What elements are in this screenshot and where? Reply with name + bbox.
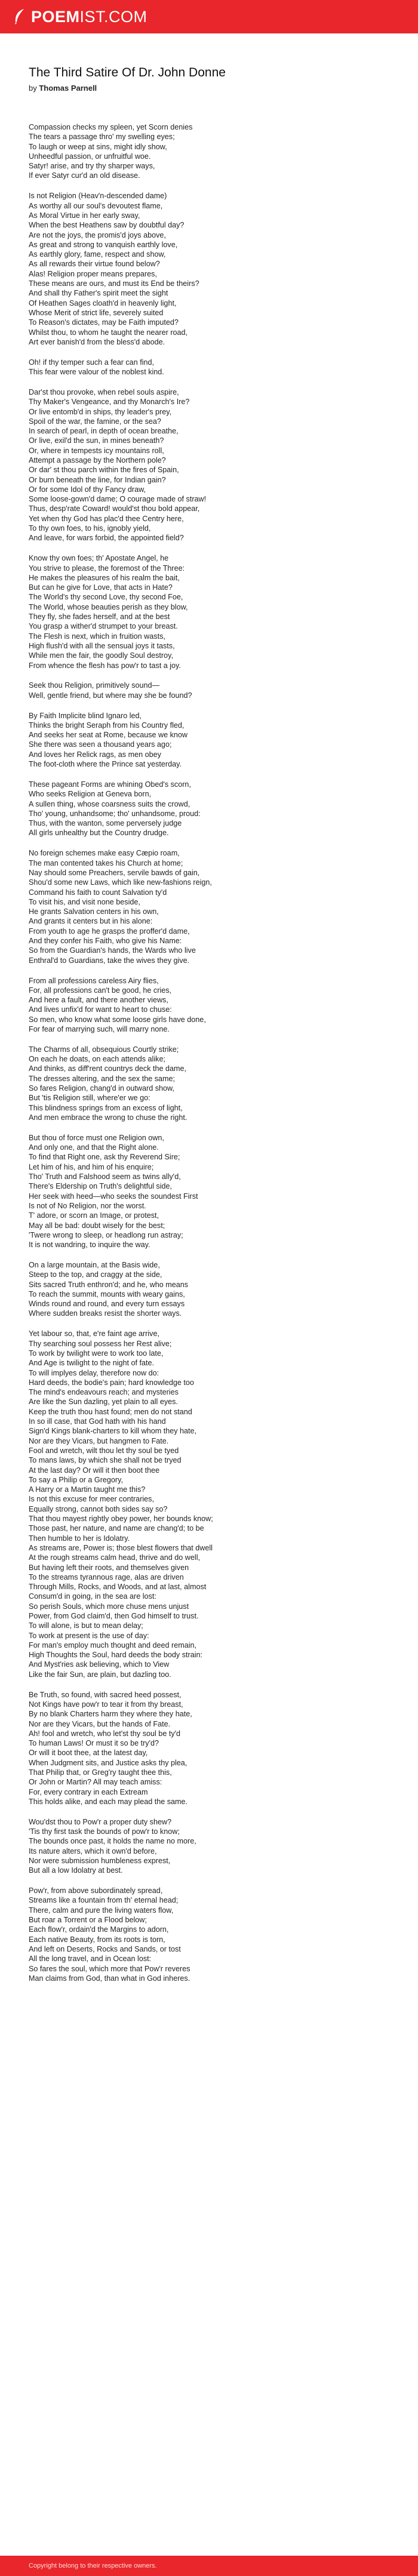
poem-line: The man contented takes his Church at home; bbox=[29, 858, 183, 867]
poem-line: Streams like a fountain from th' eternal head; bbox=[29, 1896, 179, 1905]
poem-line: Or burn beneath the line, for Indian gain? bbox=[29, 475, 166, 484]
poem-line: To find that Right one, ask thy Reverend Sire; bbox=[29, 1153, 180, 1162]
poem-line: But having left their roots, and themselves given bbox=[29, 1563, 189, 1572]
copyright-text: Copyright belong to their respective owners. bbox=[29, 2562, 157, 2569]
poem-line: To will implyes delay, therefore now do: bbox=[29, 1368, 159, 1377]
poem-line: Is not this excuse for meer contraries, bbox=[29, 1495, 154, 1504]
poem-line: Attempt a passage by the Northern pole? bbox=[29, 456, 166, 464]
poem-line: The tears a passage thro' my swelling eyes; bbox=[29, 133, 175, 141]
poem-line: From all professions careless Airy flies, bbox=[29, 976, 159, 985]
poem-line: Nay should some Preachers, servile bawds of gain, bbox=[29, 868, 200, 877]
poem-line: But thou of force must one Religion own, bbox=[29, 1133, 164, 1142]
poem-line: Each native Beauty, from its roots is torn, bbox=[29, 1935, 165, 1944]
poem-line: Its nature alters, which it own'd before, bbox=[29, 1846, 157, 1855]
poem-line: That thou mayest rightly obey power, her bounds know; bbox=[29, 1515, 213, 1524]
poem-line: This holds alike, and each may plead the same. bbox=[29, 1797, 188, 1806]
poem-line: For, all professions can't be good, he cries, bbox=[29, 986, 172, 995]
poem-line: To laugh or weep at sins, might idly show, bbox=[29, 142, 167, 151]
poem-line: To visit his, and visit none beside, bbox=[29, 897, 140, 906]
poem-line: The Flesh is next, which in fruition wasts, bbox=[29, 632, 165, 641]
poem-line: And loves her Relick rags, as men obey bbox=[29, 750, 161, 759]
site-header bbox=[0, 0, 418, 33]
poem-line: By no blank Charters harm they where they hate, bbox=[29, 1710, 192, 1719]
poem-line: Nor were submission humbleness exprest, bbox=[29, 1857, 171, 1865]
poem-line: To say a Philip or a Gregory, bbox=[29, 1475, 123, 1484]
poem-line: To mans laws, by which she shall not be tryed bbox=[29, 1456, 182, 1465]
poem-line: Thus, with the wanton, some perversely judge bbox=[29, 819, 182, 828]
poem-line: Her seek with heed—who seeks the soundest First bbox=[29, 1192, 198, 1201]
poem-line: Not Kings have pow'r to tear it from thy breast, bbox=[29, 1700, 183, 1709]
stanza bbox=[29, 191, 387, 347]
poem-line: The World, whose beauties perish as they blow, bbox=[29, 602, 188, 611]
poem-line: Thy searching soul possess her Rest alive; bbox=[29, 1339, 172, 1348]
poem-line: As Moral Virtue in her early sway, bbox=[29, 211, 140, 220]
poem-line: 'Tis thy first task the bounds of pow'r to know; bbox=[29, 1827, 180, 1836]
poem-line: Through Mills, Rocks, and Woods, and at last, almost bbox=[29, 1583, 207, 1592]
poem-line: For man's employ much thought and deed remain, bbox=[29, 1641, 197, 1649]
poem-line: But 'tis Religion still, where'er we go: bbox=[29, 1094, 150, 1103]
poem-line: The bounds once past, it holds the name no more, bbox=[29, 1837, 196, 1846]
poem-line: No foreign schemes make easy Cæpio roam, bbox=[29, 849, 180, 858]
poem-line: All girls unhealthy but the Country drudge. bbox=[29, 829, 169, 838]
poem-line: Be Truth, so found, with sacred heed possest, bbox=[29, 1690, 182, 1699]
poem-line: It is not wandring, to inquire the way. bbox=[29, 1241, 150, 1249]
poem-line: Ah! fool and wretch, who let'st thy soul be ty'd bbox=[29, 1729, 181, 1738]
poem-line: Or, where in tempests icy mountains roll, bbox=[29, 446, 164, 455]
stanza bbox=[29, 1817, 387, 1876]
poem-line: You grasp a wither'd strumpet to your breast. bbox=[29, 622, 178, 631]
poem-line: Keep the truth thou hast found; men do not stand bbox=[29, 1407, 192, 1416]
poem-line: May all be bad: doubt wisely for the best; bbox=[29, 1221, 165, 1230]
brand-light: IST.COM bbox=[79, 7, 147, 26]
stanza bbox=[29, 1045, 387, 1122]
poem-line: In search of pearl, in depth of ocean breathe, bbox=[29, 427, 179, 436]
poem-line: High flush'd with all the sensual joys it tasts, bbox=[29, 641, 175, 650]
stanza bbox=[29, 387, 387, 543]
poem-line: Sign'd Kings blank-charters to kill whom they hate, bbox=[29, 1427, 197, 1436]
poem-line: And left on Deserts, Rocks and Sands, or tost bbox=[29, 1944, 181, 1953]
poem-line: Equally strong, cannot both sides say so? bbox=[29, 1504, 168, 1513]
poem-line: There's Eldership on Truth's delightful side, bbox=[29, 1182, 173, 1191]
poem-line: Or live, exil'd the sun, in mines beneath? bbox=[29, 436, 164, 445]
poem-line: Sits sacred Truth enthron'd; and he, who means bbox=[29, 1280, 189, 1289]
poem-line: Thinks the bright Seraph from his Country fled, bbox=[29, 721, 185, 730]
poem-line: If ever Satyr cur'd an old disease. bbox=[29, 171, 140, 180]
poem-line: Enthral'd to Guardians, take the wives they give. bbox=[29, 956, 190, 965]
poem-line: Man claims from God, than what in God inheres. bbox=[29, 1974, 190, 1983]
stanza bbox=[29, 1329, 387, 1679]
poem-line: The Charms of all, obsequious Courtly strike; bbox=[29, 1045, 179, 1054]
poem-line: And lives unfix'd for want to heart to chuse: bbox=[29, 1005, 172, 1014]
poem-line: Winds round and round, and every turn essays bbox=[29, 1300, 185, 1309]
poem-content bbox=[29, 66, 387, 1994]
brand-bold: POEM bbox=[31, 7, 80, 26]
poem-line: There, calm and pure the living waters flow, bbox=[29, 1906, 174, 1915]
poem-line: To human Laws! Or must it so be try'd? bbox=[29, 1739, 159, 1748]
stanza bbox=[29, 122, 387, 181]
poem-line: Whose Merit of strict life, severely suited bbox=[29, 308, 164, 317]
stanza bbox=[29, 553, 387, 670]
poem-line: Are like the Sun dazling, yet plain to all eyes. bbox=[29, 1398, 178, 1407]
poem-line: So perish Souls, which more chuse mens unjust bbox=[29, 1602, 189, 1611]
poem-line: From youth to age he grasps the proffer'd dame, bbox=[29, 927, 190, 935]
poem-line: Like the fair Sun, are plain, but dazling too. bbox=[29, 1670, 171, 1679]
poem-line: From whence the flesh has pow'r to tast a joy. bbox=[29, 661, 181, 670]
poem-line: Is not Religion (Heav'n-descended dame) bbox=[29, 192, 167, 201]
poem-line: Or John or Martin? All may teach amiss: bbox=[29, 1778, 162, 1787]
poem-line: A Harry or a Martin taught me this? bbox=[29, 1485, 146, 1494]
poem-line: Compassion checks my spleen, yet Scorn denies bbox=[29, 123, 193, 131]
poem-line: When the best Heathens saw by doubtful day? bbox=[29, 221, 185, 230]
stanza bbox=[29, 780, 387, 838]
stanza bbox=[29, 848, 387, 965]
poem-line: As earthly glory, fame, respect and show, bbox=[29, 250, 166, 259]
poem-line: The foot-cloth where the Prince sat yesterday. bbox=[29, 760, 182, 769]
quill-icon bbox=[13, 8, 26, 25]
by-label: by bbox=[29, 84, 37, 93]
poem-line: On a large mountain, at the Basis wide, bbox=[29, 1261, 160, 1269]
poem-line: Spoil of the war, the famine, or the sea? bbox=[29, 417, 161, 426]
poem-line: At the last day? Or will it then boot thee bbox=[29, 1466, 160, 1475]
stanza bbox=[29, 1260, 387, 1319]
poem-line: Or dar' st thou parch within the fires of Spain, bbox=[29, 466, 179, 475]
poem-line: Nor are they Vicars, but the hands of Fate. bbox=[29, 1719, 171, 1728]
poem-line: Thy Maker's Vengeance, and thy Monarch's Ire? bbox=[29, 398, 190, 407]
poem-line: To Reason's dictates, may be Faith imputed? bbox=[29, 318, 179, 327]
poem-line: While men the fair, the goodly Soul destroy, bbox=[29, 651, 173, 660]
poem-line: High Thoughts the Soul, hard deeds the body strain: bbox=[29, 1651, 203, 1660]
poem-line: Art ever banish'd from the bless'd abode. bbox=[29, 337, 165, 346]
poem-line: In so ill case, that God hath with his hand bbox=[29, 1417, 166, 1426]
poem-body bbox=[29, 122, 387, 1983]
poem-line: Tho' Truth and Falshood seem as twins ally'd, bbox=[29, 1172, 181, 1181]
poem-line: So men, who know what some loose girls have done, bbox=[29, 1015, 206, 1024]
poem-line: As all rewards their virtue found below? bbox=[29, 260, 160, 269]
poem-line: To will alone, is but to mean delay; bbox=[29, 1621, 143, 1630]
poem-line: And they confer his Faith, who give his Name: bbox=[29, 937, 182, 946]
poem-line: That Philip that, or Greg'ry taught thee this, bbox=[29, 1768, 172, 1777]
poem-line: Tho' young, unhandsome; tho' unhandsome, proud: bbox=[29, 809, 201, 818]
poem-line: You strive to please, the foremost of the Three: bbox=[29, 564, 185, 573]
poem-line: These means are ours, and must its End be theirs? bbox=[29, 279, 199, 288]
poem-line: The dresses altering, and the sex the same; bbox=[29, 1074, 176, 1083]
poem-line: The World's thy second Love, thy second Foe, bbox=[29, 593, 183, 602]
poem-line: Seek thou Religion, primitively sound— bbox=[29, 681, 160, 690]
poem-line: Of Heathen Sages cloath'd in heavenly light, bbox=[29, 298, 177, 307]
poem-line: He makes the pleasures of his realm the bait, bbox=[29, 573, 180, 582]
poem-title: The Third Satire Of Dr. John Donne bbox=[29, 66, 226, 79]
poem-line: Command his faith to count Salvation ty'd bbox=[29, 888, 167, 897]
poem-line: As worthy all our soul's devoutest flame, bbox=[29, 201, 163, 210]
poem-line: So from the Guardian's hands, the Wards who live bbox=[29, 946, 196, 955]
poem-line: Or for some Idol of thy Fancy draw, bbox=[29, 485, 146, 494]
poem-line: And leave, for wars forbid, the appointed field? bbox=[29, 534, 184, 543]
poem-line: He grants Salvation centers in his own, bbox=[29, 907, 159, 916]
poem-line: Or live entomb'd in ships, thy leader's prey, bbox=[29, 407, 172, 416]
site-footer bbox=[0, 2556, 418, 2576]
poem-line: Wou'dst thou to Pow'r a proper duty shew? bbox=[29, 1817, 172, 1826]
poem-line: Dar'st thou provoke, when rebel souls aspire, bbox=[29, 387, 179, 396]
poem-line: Consum'd in going, in the sea are lost: bbox=[29, 1592, 156, 1601]
poem-line: The mind's endeavours reach; and mysteries bbox=[29, 1388, 179, 1397]
poem-line: Thus, desp'rate Coward! would'st thou bold appear, bbox=[29, 504, 200, 513]
poem-line: Those past, her nature, and name are chang'd; to be bbox=[29, 1524, 204, 1533]
poem-line: And only one, and that the Right alone. bbox=[29, 1143, 159, 1152]
author-link[interactable]: Thomas Parnell bbox=[39, 84, 97, 93]
poem-line: Know thy own foes; th' Apostate Angel, he bbox=[29, 554, 169, 563]
stanza bbox=[29, 358, 387, 377]
poem-line: And shall thy Father's spirit meet the sight bbox=[29, 289, 168, 298]
poem-line: This blindness springs from an excess of light, bbox=[29, 1103, 183, 1112]
poem-line: Or will it boot thee, at the latest day, bbox=[29, 1749, 148, 1758]
poem-line: Yet labour so, that, e're faint age arrive, bbox=[29, 1329, 159, 1338]
poem-line: And here a fault, and there another views, bbox=[29, 996, 168, 1005]
stanza bbox=[29, 1886, 387, 1983]
poem-line: To reach the summit, mounts with weary gains, bbox=[29, 1289, 185, 1298]
poem-line: Oh! if thy temper such a fear can find, bbox=[29, 358, 154, 367]
poem-line: And Age is twilight to the night of fate. bbox=[29, 1359, 155, 1368]
poem-line: T' adore, or scorn an Image, or protest, bbox=[29, 1211, 159, 1220]
poem-line: But roar a Torrent or a Flood below; bbox=[29, 1916, 147, 1925]
poem-line: But all a low Idolatry at best. bbox=[29, 1866, 123, 1875]
poem-line: For, every contrary in each Extream bbox=[29, 1787, 148, 1796]
poem-line: Where sudden breaks resist the shorter ways. bbox=[29, 1309, 182, 1318]
poem-line: Shou'd some new Laws, which like new-fashions reign, bbox=[29, 878, 212, 887]
poem-line: So fares Religion, chang'd in outward show, bbox=[29, 1084, 174, 1093]
poem-line: Fool and wretch, wilt thou let thy soul be tyed bbox=[29, 1446, 179, 1455]
poem-line: Each flow'r, ordain'd the Margins to adorn, bbox=[29, 1925, 169, 1934]
poem-line: Is not of No Religion, nor the worst. bbox=[29, 1201, 146, 1210]
poem-line: Well, gentle friend, but where may she be found? bbox=[29, 691, 192, 700]
poem-line: Steep to the top, and craggy at the side, bbox=[29, 1270, 162, 1279]
poem-line: Yet when thy God has plac'd thee Centry here, bbox=[29, 514, 184, 523]
poem-line: And grants it centers but in his alone: bbox=[29, 917, 153, 926]
poem-line: They fly, she fades herself, and at the best bbox=[29, 613, 170, 621]
poem-line: Satyr! arise, and try thy sharper ways, bbox=[29, 162, 155, 171]
poem-line: Are not the joys, the promis'd joys above, bbox=[29, 230, 166, 239]
stanza bbox=[29, 1690, 387, 1807]
poem-line: Pow'r, from above subordinately spread, bbox=[29, 1886, 163, 1895]
poem-line: A sullen thing, whose coarsness suits the crowd, bbox=[29, 799, 190, 808]
poem-line: This fear were valour of the noblest kind. bbox=[29, 368, 164, 377]
poem-line: Let him of his, and him of his enquire; bbox=[29, 1162, 154, 1171]
poem-line: Who seeks Religion at Geneva born, bbox=[29, 790, 152, 799]
poem-line: And men embrace the wrong to chuse the right. bbox=[29, 1113, 188, 1122]
poem-line: But can he give for Love, that acts in Hate? bbox=[29, 583, 173, 592]
poem-line: Some loose-gown'd dame; O courage made of straw! bbox=[29, 495, 207, 504]
poem-line: Whilst thou, to whom he taught the nearer road, bbox=[29, 328, 188, 337]
poem-line: So fares the soul, which more that Pow'r reveres bbox=[29, 1964, 190, 1973]
poem-line: Alas! Religion proper means prepares, bbox=[29, 269, 157, 278]
poem-line: Power, from God claim'd, then God himself to trust. bbox=[29, 1611, 199, 1620]
poem-line: These pageant Forms are whining Obed's scorn, bbox=[29, 780, 191, 789]
site-logo[interactable] bbox=[13, 8, 147, 26]
poem-line: To work by twilight were to work too late, bbox=[29, 1349, 164, 1358]
poem-line: Hard deeds, the bodie's pain; hard knowledge too bbox=[29, 1378, 194, 1387]
stanza bbox=[29, 711, 387, 770]
byline bbox=[29, 84, 387, 93]
stanza bbox=[29, 1133, 387, 1250]
poem-line: For fear of marrying such, will marry none. bbox=[29, 1024, 170, 1033]
poem-line: Then humble to her is Idolatry. bbox=[29, 1534, 130, 1543]
poem-line: Unheedful passion, or unfruitful woe. bbox=[29, 152, 151, 161]
poem-line: And thinks, as diff'rent countrys deck the dame, bbox=[29, 1064, 186, 1073]
poem-line: At the rough streams calm head, thrive and do well, bbox=[29, 1553, 201, 1562]
poem-line: She there was seen a thousand years ago; bbox=[29, 740, 172, 749]
poem-line: As great and strong to vanquish earthly love, bbox=[29, 240, 178, 249]
poem-line: Nor are they Vicars, but hangmen to Fate. bbox=[29, 1436, 169, 1445]
poem-line: And seeks her seat at Rome, because we know bbox=[29, 731, 188, 740]
poem-line: On each he doats, on each attends alike; bbox=[29, 1055, 165, 1064]
stanza bbox=[29, 976, 387, 1035]
poem-line: To the streams tyrannous rage, alas are driven bbox=[29, 1572, 184, 1581]
poem-line: When Judgment sits, and Justice asks thy plea, bbox=[29, 1758, 188, 1767]
poem-line: And Myst'ries ask believing, which to View bbox=[29, 1660, 170, 1669]
poem-line: To thy own foes, to his, ignobly yield, bbox=[29, 524, 151, 533]
poem-line: By Faith Implicite blind Ignaro led, bbox=[29, 711, 142, 720]
poem-line: All the long travel, and in Ocean lost: bbox=[29, 1955, 152, 1963]
poem-line: To work at present is the use of day: bbox=[29, 1631, 149, 1640]
poem-line: 'Twere wrong to sleep, or headlong run astray; bbox=[29, 1230, 183, 1239]
poem-line: As streams are, Power is; those blest flowers that dwell bbox=[29, 1543, 213, 1552]
stanza bbox=[29, 681, 387, 700]
